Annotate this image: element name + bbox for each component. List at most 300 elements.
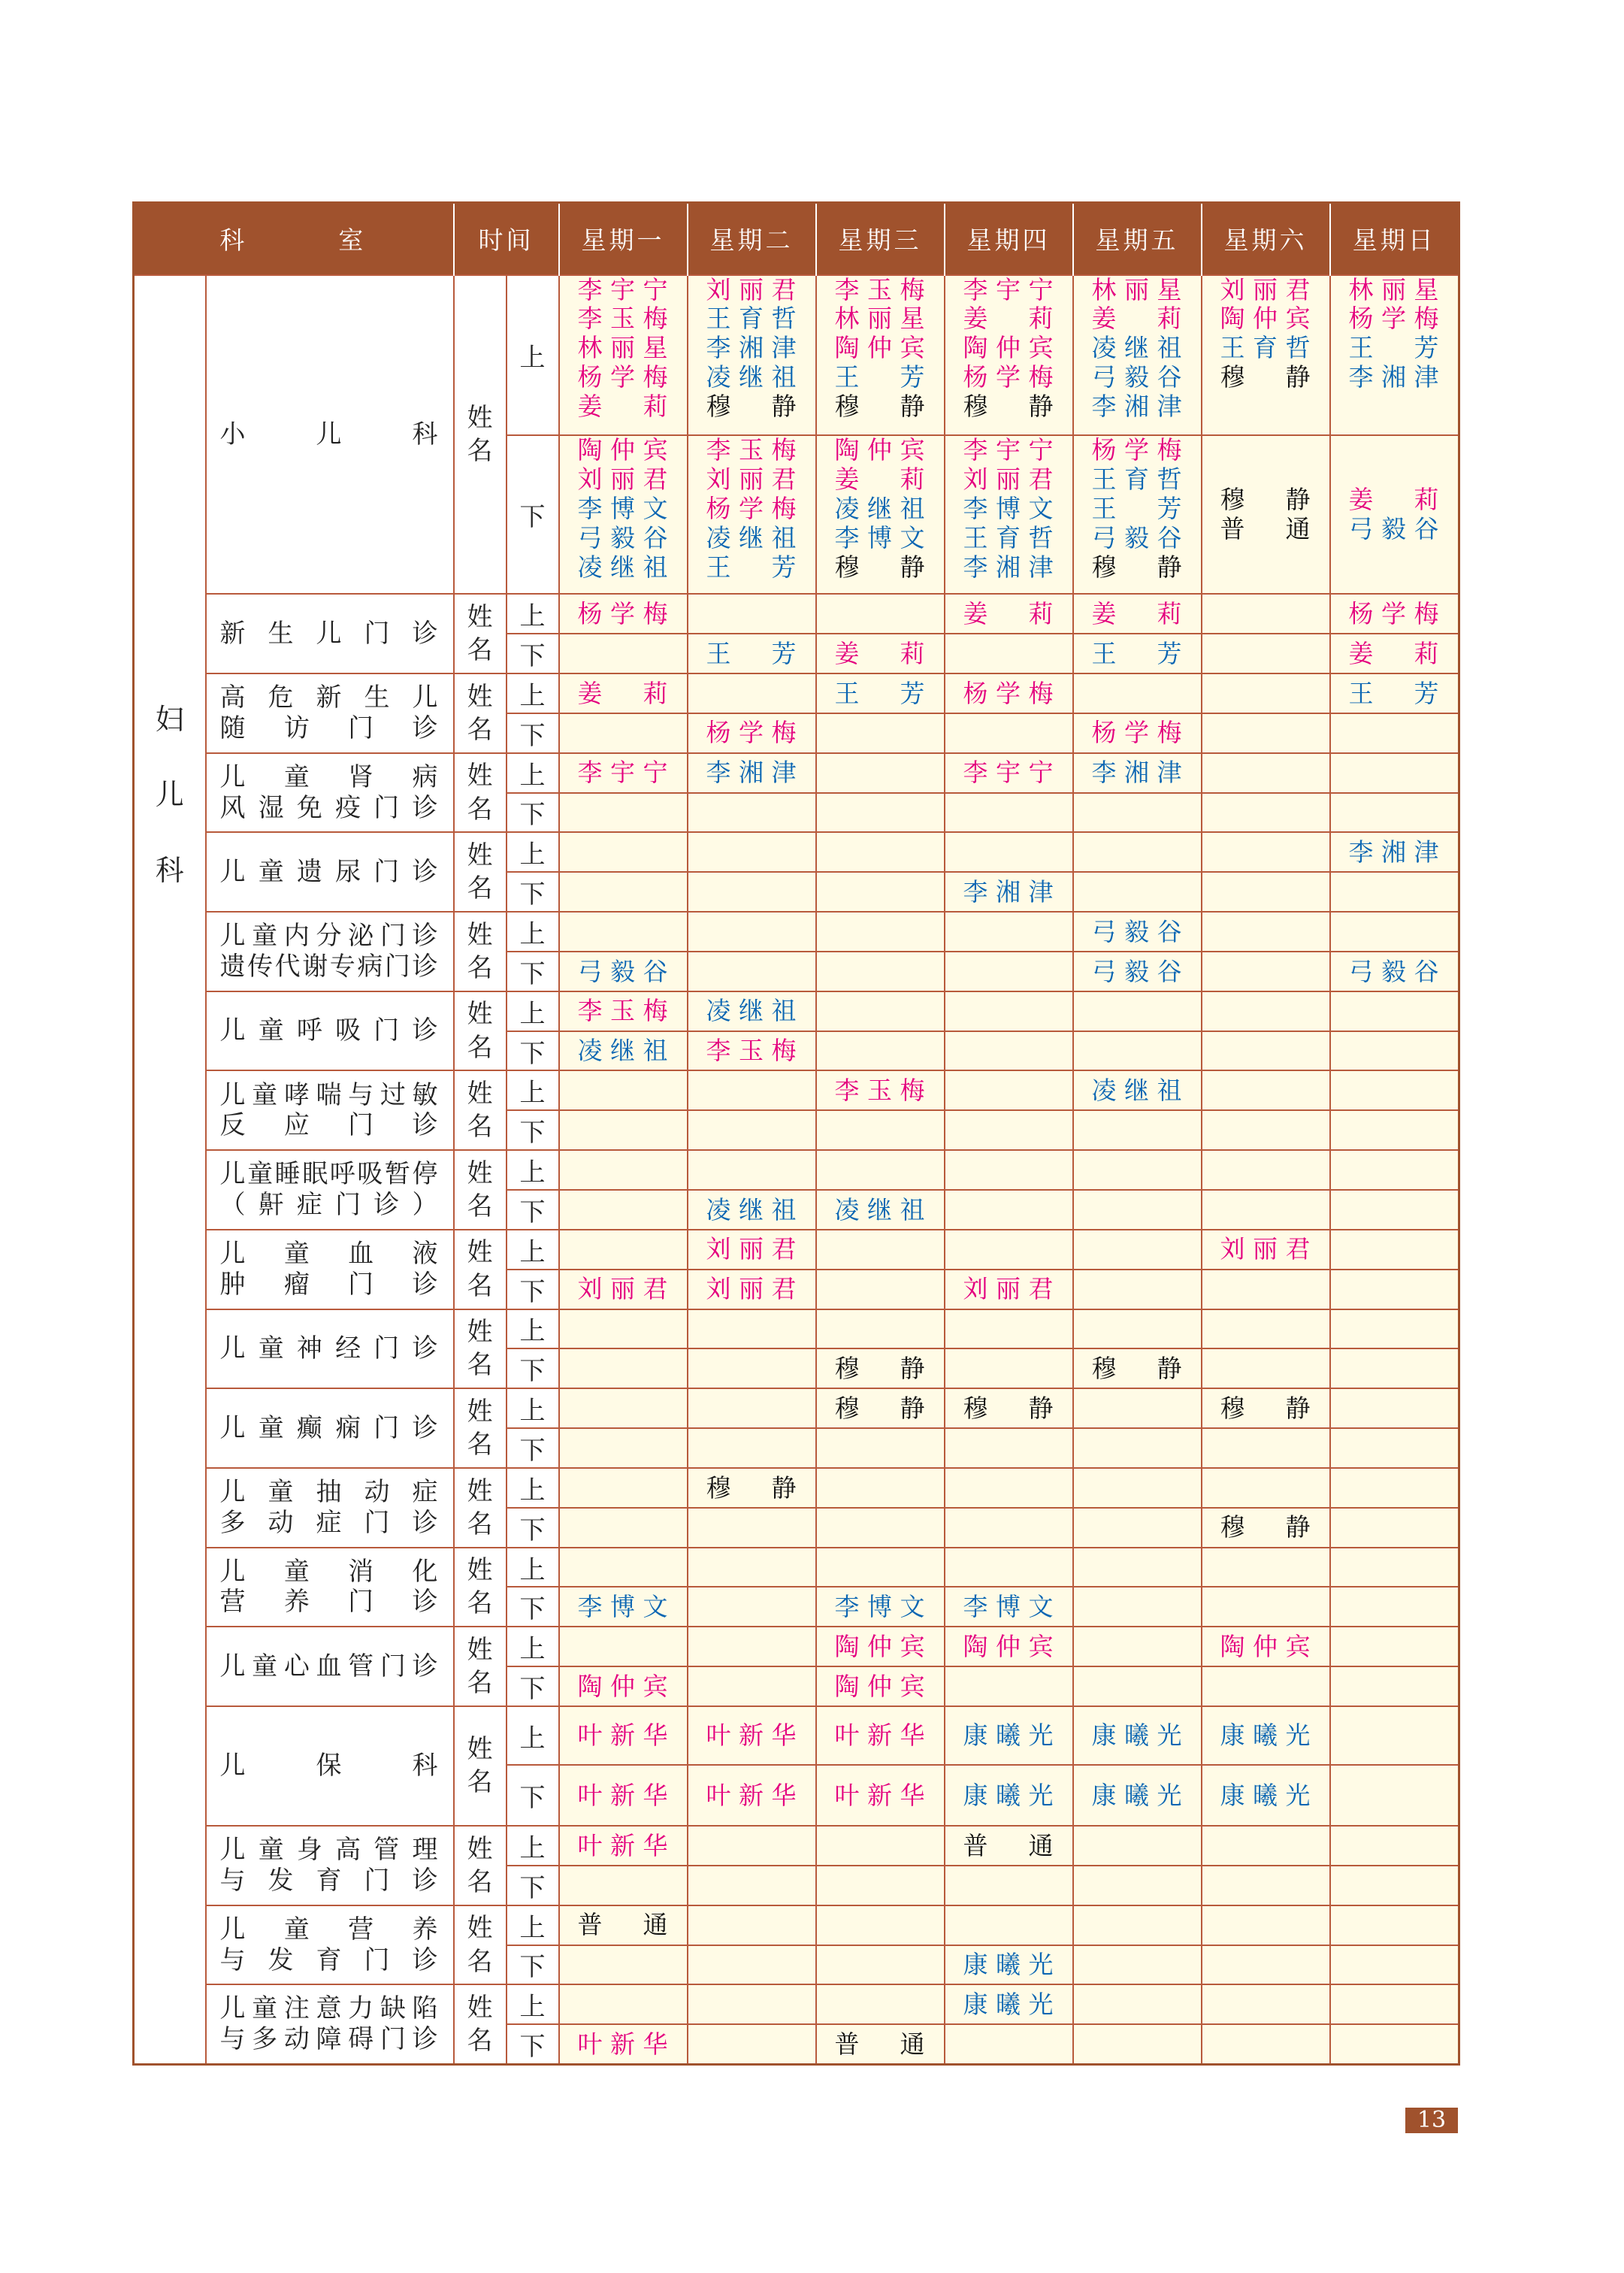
doctor-name: 弓毅谷 <box>1348 956 1439 986</box>
schedule-cell <box>945 1031 1073 1071</box>
half-am: 上 <box>507 991 559 1031</box>
doctor-name: 陶仲宾 <box>577 1671 668 1701</box>
half-pm: 下 <box>507 1945 559 1985</box>
dept-name-line: 儿童哮喘与过敏 <box>219 1079 438 1110</box>
doctor-name: 凌继祖 <box>577 552 668 582</box>
schedule-cell <box>559 713 688 753</box>
name-label-char: 名 <box>467 1946 493 1977</box>
schedule-cell <box>1202 1150 1330 1190</box>
dept-name-line: 新生儿门诊 <box>219 618 438 649</box>
doctor-name: 刘丽君 <box>1220 1234 1311 1264</box>
dept-name-line: 儿童睡眠呼吸暂停 <box>219 1159 438 1190</box>
schedule-cell <box>1330 753 1459 793</box>
schedule-cell <box>1330 1309 1459 1349</box>
table-row <box>134 832 1459 872</box>
doctor-name: 王育哲 <box>706 304 797 334</box>
dept-name-line: 儿 保 科 <box>219 1751 438 1781</box>
schedule-cell <box>559 1309 688 1349</box>
schedule-cell <box>1330 832 1459 872</box>
name-label-char: 姓 <box>467 1396 493 1427</box>
doctor-name: 康曦光 <box>963 1721 1054 1751</box>
doctor-name: 叶新华 <box>577 2029 668 2059</box>
schedule-cell <box>816 872 945 912</box>
table-row <box>134 1388 1459 1428</box>
schedule-cell <box>1073 1984 1202 2024</box>
half-pm: 下 <box>507 952 559 991</box>
doctor-name: 杨学梅 <box>706 718 797 748</box>
doctor-name: 陶仲宾 <box>963 333 1054 363</box>
schedule-cell <box>945 1428 1073 1468</box>
schedule-cell <box>1202 634 1330 673</box>
schedule-cell <box>688 275 816 435</box>
schedule-cell <box>816 1468 945 1508</box>
schedule-cell <box>945 753 1073 793</box>
schedule-cell <box>816 634 945 673</box>
table-row <box>134 753 1459 793</box>
name-label <box>454 673 507 753</box>
schedule-cell <box>688 1428 816 1468</box>
schedule-cell <box>1202 1508 1330 1548</box>
name-label-char: 名 <box>467 435 493 466</box>
doctor-name: 李湘津 <box>1091 758 1182 788</box>
doctor-name: 刘丽君 <box>706 1234 797 1264</box>
schedule-cell <box>945 275 1073 435</box>
dept-name-line: 风湿免疫门诊 <box>219 792 438 823</box>
doctor-name: 康曦光 <box>963 1780 1054 1810</box>
half-am: 上 <box>507 673 559 713</box>
schedule-cell <box>559 1765 688 1826</box>
schedule-cell <box>1330 1826 1459 1866</box>
schedule-table <box>132 201 1460 2066</box>
schedule-cell <box>816 1706 945 1766</box>
schedule-cell <box>1202 1945 1330 1985</box>
dept-name <box>206 1905 454 1985</box>
schedule-cell <box>1073 1468 1202 1508</box>
schedule-cell <box>559 594 688 634</box>
schedule-cell <box>1073 1826 1202 1866</box>
name-label-char: 名 <box>467 1270 493 1301</box>
schedule-cell <box>688 1388 816 1428</box>
name-label <box>454 1984 507 2064</box>
header-day: 星期三 <box>816 203 945 275</box>
doctor-name: 康曦光 <box>1091 1721 1182 1751</box>
doctor-name: 姜 莉 <box>1091 304 1182 334</box>
doctor-name: 李湘津 <box>1348 837 1439 867</box>
doctor-name: 李博文 <box>963 1592 1054 1622</box>
schedule-cell <box>945 713 1073 753</box>
doctor-name: 王育哲 <box>963 522 1054 552</box>
name-label-char: 姓 <box>467 1555 493 1586</box>
doctor-name: 姜 莉 <box>834 638 925 668</box>
doctor-name: 穆 静 <box>1220 484 1311 514</box>
schedule-cell <box>1073 832 1202 872</box>
doctor-name: 王育哲 <box>1091 464 1182 494</box>
half-pm: 下 <box>507 1508 559 1548</box>
schedule-cell <box>688 435 816 594</box>
schedule-cell <box>1202 673 1330 713</box>
schedule-cell <box>559 1508 688 1548</box>
schedule-cell <box>1073 1150 1202 1190</box>
name-label <box>454 912 507 991</box>
doctor-name: 穆 静 <box>834 1393 925 1423</box>
doctor-name: 叶新华 <box>834 1721 925 1751</box>
schedule-cell <box>1073 1230 1202 1270</box>
doctor-name: 穆 静 <box>1091 552 1182 582</box>
dept-name-line: 儿童呼吸门诊 <box>219 1015 438 1046</box>
schedule-cell <box>1202 1031 1330 1071</box>
schedule-cell <box>1202 1070 1330 1110</box>
schedule-cell <box>1330 1984 1459 2024</box>
schedule-cell <box>559 912 688 952</box>
schedule-cell <box>688 634 816 673</box>
schedule-cell <box>1073 1428 1202 1468</box>
schedule-cell <box>688 991 816 1031</box>
schedule-cell <box>559 753 688 793</box>
doctor-name: 姜 莉 <box>1348 638 1439 668</box>
schedule-cell <box>1073 793 1202 833</box>
name-label-char: 姓 <box>467 1158 493 1188</box>
schedule-cell <box>945 952 1073 991</box>
doctor-name: 凌继祖 <box>706 522 797 552</box>
schedule-cell <box>945 1587 1073 1627</box>
half-am: 上 <box>507 1984 559 2024</box>
table-row <box>134 1826 1459 1866</box>
dept-group-char: 儿 <box>155 778 184 812</box>
schedule-cell <box>559 1984 688 2024</box>
doctor-name: 弓毅谷 <box>1091 522 1182 552</box>
schedule-cell <box>816 594 945 634</box>
doctor-name: 刘丽君 <box>577 464 668 494</box>
schedule-cell <box>559 1627 688 1666</box>
schedule-cell <box>559 1587 688 1627</box>
schedule-cell <box>816 1587 945 1627</box>
doctor-name: 李宇宁 <box>963 274 1054 304</box>
schedule-cell <box>1202 753 1330 793</box>
schedule-cell <box>945 1468 1073 1508</box>
dept-name <box>206 1984 454 2064</box>
half-am: 上 <box>507 912 559 952</box>
schedule-cell <box>945 1905 1073 1945</box>
schedule-cell <box>816 1984 945 2024</box>
schedule-cell <box>1202 1826 1330 1866</box>
doctor-name: 康曦光 <box>1091 1780 1182 1810</box>
schedule-cell <box>688 1070 816 1110</box>
table-row <box>134 1548 1459 1587</box>
schedule-cell <box>559 832 688 872</box>
schedule-cell <box>1202 1110 1330 1150</box>
schedule-cell <box>1073 1866 1202 1905</box>
schedule-cell <box>688 952 816 991</box>
schedule-cell <box>816 1309 945 1349</box>
schedule-cell <box>816 1666 945 1706</box>
schedule-cell <box>688 1190 816 1230</box>
schedule-cell <box>1073 1706 1202 1766</box>
schedule-cell <box>1073 634 1202 673</box>
doctor-name: 陶仲宾 <box>963 1631 1054 1661</box>
name-label-char: 姓 <box>467 402 493 433</box>
schedule-cell <box>1330 2024 1459 2064</box>
name-label-char: 名 <box>467 1430 493 1460</box>
header-time: 时间 <box>454 203 559 275</box>
name-label-char: 姓 <box>467 999 493 1030</box>
schedule-cell <box>816 1348 945 1388</box>
doctor-name: 林丽星 <box>834 304 925 334</box>
dept-name <box>206 275 454 595</box>
schedule-cell <box>559 1428 688 1468</box>
schedule-cell <box>1202 1587 1330 1627</box>
schedule-cell <box>1330 952 1459 991</box>
table-row <box>134 594 1459 634</box>
page-number: 13 <box>1405 2108 1458 2133</box>
schedule-cell <box>816 673 945 713</box>
schedule-cell <box>559 1230 688 1270</box>
name-label <box>454 1070 507 1150</box>
schedule-cell <box>1330 1548 1459 1587</box>
schedule-cell <box>1330 594 1459 634</box>
schedule-cell <box>1202 1309 1330 1349</box>
schedule-cell <box>1202 275 1330 435</box>
table-row <box>134 991 1459 1031</box>
schedule-cell <box>945 793 1073 833</box>
schedule-cell <box>816 1070 945 1110</box>
schedule-cell <box>559 1348 688 1388</box>
half-pm: 下 <box>507 713 559 753</box>
name-label-char: 名 <box>467 1668 493 1699</box>
doctor-name: 刘丽君 <box>706 1274 797 1304</box>
name-label-char: 名 <box>467 1112 493 1143</box>
schedule-cell <box>945 1866 1073 1905</box>
doctor-name: 普 通 <box>834 2029 925 2059</box>
table-row <box>134 1309 1459 1349</box>
schedule-cell <box>816 991 945 1031</box>
schedule-cell <box>945 1348 1073 1388</box>
doctor-name: 李博文 <box>834 522 925 552</box>
schedule-cell <box>816 1826 945 1866</box>
header-day: 星期四 <box>945 203 1073 275</box>
table-row <box>134 1230 1459 1270</box>
name-label-char: 名 <box>467 1588 493 1619</box>
dept-group-label <box>134 275 206 2065</box>
dept-group-char: 妇 <box>155 702 184 736</box>
doctor-name: 穆 静 <box>1220 362 1311 392</box>
schedule-cell <box>816 1905 945 1945</box>
doctor-name: 杨学梅 <box>963 362 1054 392</box>
schedule-cell <box>688 1587 816 1627</box>
schedule-cell <box>816 275 945 435</box>
schedule-cell <box>688 1110 816 1150</box>
schedule-cell <box>1073 872 1202 912</box>
doctor-name: 刘丽君 <box>963 464 1054 494</box>
schedule-cell <box>816 1945 945 1985</box>
half-am: 上 <box>507 1627 559 1666</box>
schedule-cell <box>1073 912 1202 952</box>
schedule-cell <box>1330 1230 1459 1270</box>
table-row <box>134 1150 1459 1190</box>
doctor-name: 穆 静 <box>706 1472 797 1503</box>
doctor-name: 李宇宁 <box>577 274 668 304</box>
half-pm: 下 <box>507 1587 559 1627</box>
dept-name <box>206 594 454 673</box>
table-row <box>134 912 1459 952</box>
schedule-cell <box>559 1031 688 1071</box>
schedule-cell <box>816 1230 945 1270</box>
doctor-name: 弓毅谷 <box>1091 956 1182 986</box>
schedule-cell <box>816 2024 945 2064</box>
schedule-cell <box>1330 1070 1459 1110</box>
schedule-cell <box>816 952 945 991</box>
schedule-cell <box>1073 594 1202 634</box>
table-row <box>134 1706 1459 1766</box>
doctor-name: 姜 莉 <box>963 598 1054 628</box>
name-label-char: 姓 <box>467 1993 493 2023</box>
schedule-cell <box>816 912 945 952</box>
dept-name <box>206 912 454 991</box>
doctor-name: 王育哲 <box>1220 333 1311 363</box>
schedule-cell <box>559 952 688 991</box>
schedule-cell <box>945 435 1073 594</box>
schedule-cell <box>945 1666 1073 1706</box>
schedule-cell <box>1073 1508 1202 1548</box>
dept-name-line: 儿童身高管理 <box>219 1835 438 1866</box>
dept-name <box>206 832 454 912</box>
doctor-name: 林丽星 <box>1348 274 1439 304</box>
header-day: 星期一 <box>559 203 688 275</box>
dept-name-line: 多动症门诊 <box>219 1507 438 1538</box>
name-label <box>454 275 507 595</box>
schedule-cell <box>945 1765 1073 1826</box>
doctor-name: 穆 静 <box>834 392 925 422</box>
schedule-cell <box>1330 673 1459 713</box>
schedule-cell <box>945 1826 1073 1866</box>
name-label <box>454 594 507 673</box>
schedule-cell <box>688 673 816 713</box>
schedule-cell <box>816 793 945 833</box>
half-am: 上 <box>507 1309 559 1349</box>
doctor-name: 凌继祖 <box>1091 333 1182 363</box>
schedule-cell <box>1330 1866 1459 1905</box>
schedule-cell <box>1073 2024 1202 2064</box>
schedule-cell <box>1202 713 1330 753</box>
doctor-name: 李博文 <box>963 493 1054 523</box>
name-label-char: 名 <box>467 1350 493 1381</box>
dept-name-line: 儿童消化 <box>219 1556 438 1587</box>
schedule-cell <box>1073 1666 1202 1706</box>
schedule-cell <box>816 832 945 872</box>
schedule-cell <box>1202 991 1330 1031</box>
half-pm: 下 <box>507 1110 559 1150</box>
half-am: 上 <box>507 1230 559 1270</box>
schedule-cell <box>945 1070 1073 1110</box>
schedule-cell <box>1202 435 1330 594</box>
doctor-name: 叶新华 <box>706 1721 797 1751</box>
schedule-cell <box>1202 912 1330 952</box>
schedule-cell <box>688 832 816 872</box>
header-day: 星期日 <box>1330 203 1459 275</box>
dept-name <box>206 753 454 833</box>
name-label-char: 名 <box>467 1191 493 1221</box>
schedule-cell <box>559 1945 688 1985</box>
schedule-cell <box>1330 1905 1459 1945</box>
doctor-name: 王 芳 <box>834 362 925 392</box>
doctor-name: 王 芳 <box>1348 678 1439 708</box>
doctor-name: 李湘津 <box>1091 392 1182 422</box>
schedule-cell <box>945 872 1073 912</box>
schedule-cell <box>816 1110 945 1150</box>
schedule-cell <box>945 1945 1073 1985</box>
schedule-cell <box>1073 1190 1202 1230</box>
table-row <box>134 1627 1459 1666</box>
name-label-char: 姓 <box>467 1634 493 1665</box>
schedule-cell <box>1073 1945 1202 1985</box>
half-pm: 下 <box>507 435 559 594</box>
doctor-name: 普 通 <box>577 1910 668 1940</box>
dept-name <box>206 1230 454 1309</box>
schedule-cell <box>1330 872 1459 912</box>
name-label <box>454 1388 507 1468</box>
schedule-cell <box>688 713 816 753</box>
dept-name <box>206 991 454 1071</box>
dept-name-line: 反应门诊 <box>219 1110 438 1141</box>
doctor-name: 李玉梅 <box>706 1036 797 1066</box>
half-pm: 下 <box>507 872 559 912</box>
schedule-cell <box>1202 1866 1330 1905</box>
doctor-name: 李博文 <box>577 1592 668 1622</box>
schedule-cell <box>945 1627 1073 1666</box>
half-pm: 下 <box>507 1428 559 1468</box>
schedule-cell <box>1073 991 1202 1031</box>
doctor-name: 李宇宁 <box>577 758 668 788</box>
schedule-cell <box>1330 1270 1459 1309</box>
schedule-cell <box>945 832 1073 872</box>
name-label <box>454 991 507 1071</box>
dept-name-line: 高危新生儿 <box>219 683 438 713</box>
doctor-name: 弓毅谷 <box>1091 916 1182 946</box>
doctor-name: 李玉梅 <box>577 996 668 1026</box>
name-label-char: 姓 <box>467 761 493 791</box>
dept-name-line: 儿童注意力缺陷 <box>219 1993 438 2024</box>
dept-name <box>206 1309 454 1389</box>
doctor-name: 李湘津 <box>706 758 797 788</box>
doctor-name: 凌继祖 <box>834 493 925 523</box>
schedule-cell <box>688 1270 816 1309</box>
schedule-cell <box>1073 952 1202 991</box>
doctor-name: 叶新华 <box>577 1830 668 1860</box>
schedule-cell <box>559 1866 688 1905</box>
dept-name <box>206 1706 454 1826</box>
schedule-cell <box>1330 1468 1459 1508</box>
schedule-cell <box>688 1866 816 1905</box>
doctor-name: 王 芳 <box>706 552 797 582</box>
doctor-name: 穆 静 <box>834 552 925 582</box>
schedule-cell <box>688 1945 816 1985</box>
doctor-name: 李玉梅 <box>834 274 925 304</box>
doctor-name: 陶仲宾 <box>834 434 925 465</box>
schedule-cell <box>1330 1706 1459 1766</box>
schedule-cell <box>688 872 816 912</box>
dept-name-line: 与多动障碍门诊 <box>219 2024 438 2055</box>
half-am: 上 <box>507 1826 559 1866</box>
dept-name-line: （鼾症门诊） <box>219 1189 438 1220</box>
schedule-cell <box>559 634 688 673</box>
schedule-cell <box>1330 793 1459 833</box>
schedule-cell <box>559 1070 688 1110</box>
table-row <box>134 1905 1459 1945</box>
dept-name-line: 儿童心血管门诊 <box>219 1651 438 1681</box>
schedule-cell <box>816 1270 945 1309</box>
doctor-name: 普 通 <box>1220 513 1311 543</box>
name-label-char: 名 <box>467 2026 493 2057</box>
table-row <box>134 673 1459 713</box>
